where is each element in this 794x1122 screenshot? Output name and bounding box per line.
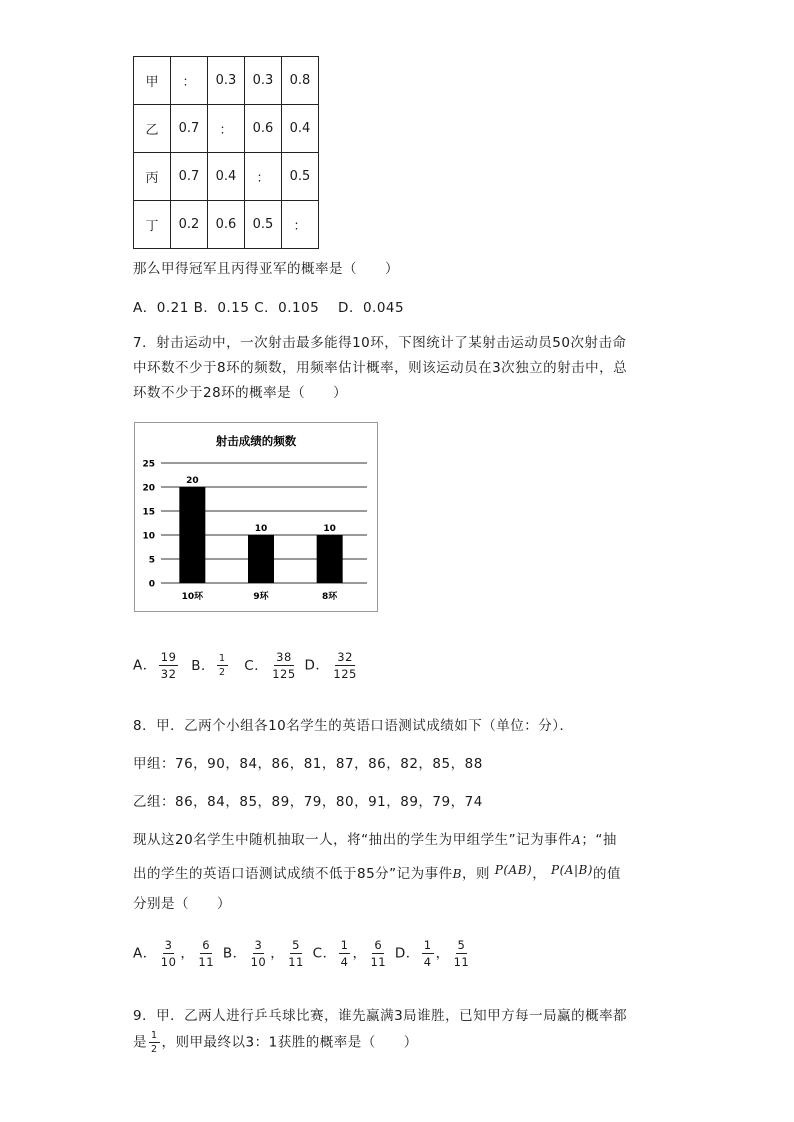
table-cell: ： — [208, 105, 245, 153]
p-ab-expression: P(AB) — [494, 863, 533, 877]
row-header: 乙 — [134, 105, 171, 153]
option-fraction — [286, 938, 306, 969]
option-fraction — [422, 938, 434, 969]
fraction-numerator: 5 — [457, 938, 466, 952]
table-cell: 0.3 — [208, 57, 245, 105]
comma: ， — [352, 945, 367, 962]
q7-line2: 中环数不少于8环的频数，用频率估计概率，则该运动员在3次独立的射击中，总 — [133, 360, 628, 376]
fraction-numerator: 6 — [202, 938, 211, 952]
y-tick-label: 15 — [142, 507, 155, 518]
q8-line1: 8．甲．乙两个小组各10名学生的英语口语测试成绩如下（单位：分）． — [133, 718, 574, 734]
chart-svg — [135, 423, 377, 611]
fraction-denominator: 10 — [160, 955, 177, 969]
comma: ， — [180, 945, 195, 962]
option-d-label: D． — [394, 945, 420, 962]
fraction-numerator: 1 — [340, 938, 349, 952]
y-tick-label: 20 — [142, 483, 155, 494]
row-header: 甲 — [134, 57, 171, 105]
q8-line5 — [133, 862, 621, 882]
option-b-label: B． — [222, 945, 247, 962]
table-cell: 0.4 — [208, 153, 245, 201]
half-fraction — [149, 1030, 160, 1055]
option-b-label: B． — [191, 657, 215, 674]
q9-line1: 9．甲．乙两人进行乒乓球比赛，谁先赢满3局谁胜，已知甲方每一局赢的概率都 — [133, 1008, 628, 1024]
fraction-denominator: 11 — [198, 955, 215, 969]
fraction-numerator: 3 — [254, 938, 263, 952]
fraction-numerator: 1 — [218, 653, 226, 664]
table-cell: 0.6 — [245, 105, 282, 153]
table-row — [134, 201, 319, 249]
fraction-numerator: 3 — [164, 938, 173, 952]
table-cell: 0.8 — [282, 57, 319, 105]
table-cell: 0.7 — [171, 105, 208, 153]
text-segment: ，则 — [462, 866, 490, 882]
option-fraction — [452, 938, 472, 969]
option-fraction — [368, 938, 388, 969]
fraction-denominator: 4 — [340, 955, 349, 969]
bar-data-label: 10 — [323, 524, 336, 534]
x-tick-label: 9环 — [253, 592, 269, 602]
table-cell: ： — [282, 201, 319, 249]
q7-options — [133, 650, 361, 681]
table-cell: 0.5 — [282, 153, 319, 201]
table-row — [134, 105, 319, 153]
bar-data-label: 20 — [186, 476, 199, 486]
fraction-denominator: 11 — [288, 955, 304, 969]
frequency-chart — [134, 422, 378, 612]
q8-group-a: 甲组：76，90，84，86，81，87，86，82，85，88 — [133, 756, 483, 772]
fraction-denominator: 2 — [218, 667, 226, 678]
option-a-label: A． — [133, 657, 157, 674]
q7-line1: 7．射击运动中，一次射击最多能得10环，下图统计了某射击运动员50次射击命 — [133, 335, 627, 351]
option-d-fraction — [331, 650, 358, 681]
y-tick-label: 0 — [148, 579, 155, 590]
q8-line4 — [133, 828, 617, 848]
q8-options — [133, 938, 473, 969]
fraction-denominator: 125 — [333, 667, 357, 681]
table-cell: 0.6 — [208, 201, 245, 249]
table-row — [134, 57, 319, 105]
table-cell: 0.3 — [245, 57, 282, 105]
row-header: 丁 — [134, 201, 171, 249]
fraction-numerator: 6 — [374, 938, 383, 952]
table-cell: 0.7 — [171, 153, 208, 201]
y-tick-label: 5 — [148, 555, 155, 566]
table-cell: ： — [245, 153, 282, 201]
row-header: 丙 — [134, 153, 171, 201]
fraction-numerator: 1 — [423, 938, 432, 952]
option-a-label: A． — [133, 945, 157, 962]
fraction-numerator: 19 — [160, 650, 177, 664]
fraction-numerator: 1 — [151, 1030, 158, 1041]
text-segment: 是 — [133, 1034, 147, 1051]
option-c-label: C． — [244, 657, 269, 674]
q6-question: 那么甲得冠军且丙得亚军的概率是（ ） — [133, 261, 399, 277]
fraction-denominator: 2 — [151, 1044, 158, 1055]
bar — [317, 535, 343, 583]
text-segment: ，则甲最终以3：1获胜的概率是（ ） — [161, 1034, 418, 1051]
fraction-denominator: 4 — [423, 955, 432, 969]
y-tick-label: 25 — [142, 459, 155, 470]
q8-line6: 分别是（ ） — [133, 896, 231, 912]
bar-data-label: 10 — [254, 524, 268, 534]
y-tick-label: 10 — [142, 531, 155, 542]
option-a-fraction — [159, 650, 179, 681]
comma: ， — [435, 945, 450, 962]
event-b-symbol: B — [452, 867, 462, 881]
fraction-denominator: 125 — [272, 667, 296, 681]
p-a-given-b-expression: P(A|B) — [551, 863, 593, 877]
text-segment: 出的学生的英语口语测试成绩不低于85分”记为事件 — [133, 866, 453, 882]
table-cell: ： — [171, 57, 208, 105]
fraction-numerator: 38 — [276, 650, 292, 664]
fraction-denominator: 32 — [160, 667, 177, 681]
x-tick-label: 8环 — [322, 592, 338, 602]
fraction-numerator: 32 — [337, 650, 353, 664]
table-cell: 0.2 — [171, 201, 208, 249]
fraction-denominator: 11 — [453, 955, 470, 969]
option-c-label: C． — [312, 945, 337, 962]
probability-table — [133, 56, 319, 249]
fraction-denominator: 11 — [370, 955, 387, 969]
x-tick-label: 10环 — [181, 592, 204, 602]
text-segment: ， — [532, 866, 547, 882]
q8-group-b: 乙组：86，84，85，89，79，80，91，89，79，74 — [133, 794, 483, 810]
q9-line2 — [133, 1030, 418, 1055]
q6-options: A．0.21 B．0.15 C．0.105 D．0.045 — [133, 300, 405, 316]
option-fraction — [339, 938, 351, 969]
bar — [248, 535, 274, 583]
comma: ， — [270, 945, 285, 962]
text-segment: 现从这20名学生中随机抽取一人，将“抽出的学生为甲组学生”记为事件 — [133, 832, 573, 848]
option-fraction — [249, 938, 269, 969]
option-d-label: D． — [304, 657, 330, 674]
event-a-symbol: A — [572, 833, 582, 847]
option-fraction — [159, 938, 179, 969]
fraction-numerator: 5 — [292, 938, 300, 952]
table-cell: 0.5 — [245, 201, 282, 249]
option-fraction — [196, 938, 216, 969]
table-cell: 0.4 — [282, 105, 319, 153]
text-segment: ；“抽 — [581, 832, 617, 848]
q7-line3: 环数不少于28环的概率是（ ） — [133, 385, 348, 401]
fraction-denominator: 10 — [250, 955, 267, 969]
bar — [179, 487, 205, 583]
option-c-fraction — [270, 650, 297, 681]
text-segment: 的值 — [592, 866, 621, 882]
table-row — [134, 153, 319, 201]
option-b-fraction — [217, 653, 228, 678]
chart-title: 射击成绩的频数 — [215, 434, 297, 448]
